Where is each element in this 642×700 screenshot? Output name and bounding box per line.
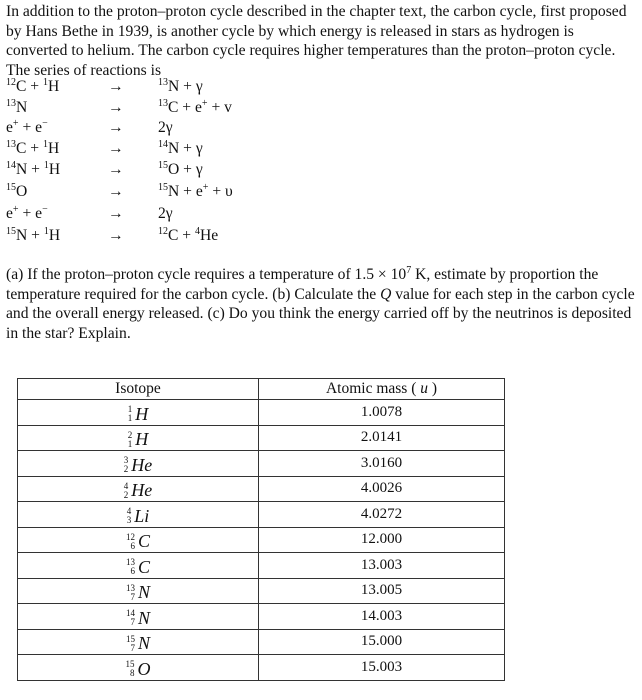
reaction-arrow: → — [108, 99, 124, 116]
reaction-superscript: + — [201, 98, 208, 109]
reaction-text: N + e — [168, 183, 203, 200]
reaction-superscript: 1 — [43, 139, 48, 150]
reaction-superscript: 13 — [158, 77, 168, 88]
reaction-rhs — [158, 139, 203, 159]
reaction-rhs — [158, 204, 173, 224]
nuclide-indices — [126, 609, 135, 627]
nuclide-symbol — [126, 531, 150, 552]
element-symbol: He — [131, 480, 153, 500]
atomic-mass-cell: 13.003 — [259, 553, 505, 579]
reaction-text: N + — [16, 227, 44, 244]
reaction-superscript: + — [202, 182, 209, 193]
nuclide-indices — [128, 431, 133, 449]
reaction-text: C + — [16, 140, 43, 157]
reaction-superscript: − — [42, 204, 48, 215]
reaction-lhs — [6, 204, 48, 224]
reaction-superscript: + — [12, 204, 19, 215]
element-symbol: N — [137, 582, 150, 602]
atomic-number: 2 — [123, 464, 129, 474]
reaction-superscript: 14 — [6, 160, 16, 171]
atomic-mass-cell: 4.0026 — [259, 476, 505, 502]
nuclide-indices — [124, 482, 129, 500]
reaction-superscript: 1 — [43, 77, 48, 88]
reaction-text: e — [6, 119, 13, 136]
table-row — [18, 655, 505, 681]
atomic-mass-cell: 12.000 — [259, 527, 505, 553]
element-symbol: N — [137, 607, 150, 628]
atomic-mass-table — [17, 378, 505, 681]
atomic-mass-cell: 4.0272 — [259, 502, 505, 528]
reaction-text: H — [48, 78, 60, 95]
reaction-text: H — [48, 161, 61, 178]
atomic-mass-cell: 15.000 — [259, 629, 505, 655]
reaction-arrow: → — [108, 205, 124, 222]
reaction-superscript: 15 — [6, 182, 16, 193]
reaction-lhs — [6, 98, 27, 118]
nuclide-indices — [127, 507, 132, 525]
reaction-superscript: 4 — [195, 226, 200, 237]
reaction-superscript: 1 — [43, 226, 49, 237]
atomic-mass-cell: 1.0078 — [259, 400, 505, 426]
nuclide-symbol — [126, 608, 150, 629]
reaction-superscript: 15 — [6, 226, 16, 237]
reaction-text: C + e — [168, 99, 202, 116]
reaction-text: + v — [207, 99, 232, 116]
table-row — [18, 527, 505, 553]
reaction-text: 2γ — [158, 205, 173, 222]
table-row — [18, 578, 505, 604]
mass-number: 14 — [125, 608, 135, 618]
question-part-2: K, estimate by proportion the temperature required for the carbon cycle. (b) Calculate the — [6, 266, 599, 303]
header-atomic-mass — [259, 379, 505, 400]
reaction-arrow: → — [108, 161, 124, 178]
atomic-number: 6 — [130, 540, 135, 551]
reaction-lhs — [6, 182, 27, 202]
atomic-number: 1 — [127, 413, 133, 423]
atomic-mass-cell: 3.0160 — [259, 451, 505, 477]
isotope-cell — [18, 425, 259, 451]
reaction-arrow: → — [108, 227, 124, 244]
atomic-number: 3 — [126, 515, 132, 525]
table-row — [18, 502, 505, 528]
atomic-number: 1 — [127, 438, 133, 449]
reaction-rhs — [158, 98, 232, 118]
reaction-text: N + γ — [168, 140, 203, 157]
reaction-text: N — [16, 99, 28, 116]
mass-number: 2 — [127, 429, 133, 440]
nuclide-symbol — [126, 557, 150, 578]
nuclide-indices — [126, 558, 135, 576]
table-row — [18, 400, 505, 426]
reaction-superscript: 13 — [6, 139, 16, 150]
reaction-text: 2γ — [158, 119, 173, 136]
element-symbol: H — [135, 403, 149, 424]
isotope-cell — [18, 451, 259, 477]
nuclide-symbol — [128, 429, 149, 450]
reaction-text: C + — [168, 227, 195, 244]
isotope-cell — [18, 553, 259, 579]
reaction-text: + e — [18, 205, 43, 222]
reaction-text: O — [16, 183, 28, 200]
reaction-superscript: 13 — [6, 98, 16, 109]
reaction-superscript: 12 — [158, 226, 168, 237]
reaction-superscript: 1 — [43, 160, 49, 171]
element-symbol: O — [137, 658, 151, 679]
reaction-superscript: 14 — [158, 139, 168, 150]
question-part-1: (a) If the proton–proton cycle requires a temperature of 1.5 × 10 — [6, 266, 407, 283]
reaction-superscript: 15 — [158, 182, 168, 193]
reaction-rhs — [158, 77, 203, 97]
nuclide-symbol — [124, 455, 153, 476]
reaction-lhs — [6, 139, 59, 159]
reaction-text: N + γ — [168, 78, 203, 95]
mass-number: 3 — [123, 455, 129, 465]
isotope-cell — [18, 578, 259, 604]
reaction-superscript: 12 — [6, 77, 16, 88]
nuclide-symbol — [126, 659, 151, 680]
reaction-lhs — [6, 118, 48, 138]
reaction-superscript: 15 — [158, 160, 168, 171]
mass-number: 4 — [123, 480, 129, 491]
atomic-number: 6 — [130, 566, 135, 576]
atomic-mass-cell: 13.005 — [259, 578, 505, 604]
atomic-number: 7 — [130, 642, 135, 653]
mass-number: 4 — [126, 506, 132, 516]
element-symbol: Li — [134, 505, 150, 526]
nuclide-indices — [126, 584, 135, 602]
nuclide-indices — [124, 456, 129, 474]
element-symbol: C — [137, 531, 150, 551]
question-exponent: 7 — [406, 265, 412, 276]
mass-number: 1 — [127, 404, 133, 414]
isotope-cell — [18, 527, 259, 553]
reaction-lhs — [6, 226, 60, 246]
nuclide-symbol — [128, 404, 149, 425]
reaction-lhs — [6, 77, 59, 97]
table-row — [18, 553, 505, 579]
reaction-arrow: → — [108, 78, 124, 95]
element-symbol: C — [137, 556, 150, 577]
atomic-number: 8 — [130, 668, 135, 678]
header-mass-label: Atomic mass ( — [325, 380, 417, 397]
reaction-text: + e — [18, 119, 43, 136]
reaction-text: e — [6, 205, 13, 222]
reaction-rhs — [158, 182, 233, 202]
nuclide-indices — [126, 660, 135, 678]
reaction-superscript: + — [12, 118, 19, 129]
mass-number: 13 — [125, 557, 135, 567]
nuclide-symbol — [127, 506, 150, 527]
isotope-cell — [18, 502, 259, 528]
atomic-mass-cell: 14.003 — [259, 604, 505, 630]
atomic-mass-cell: 2.0141 — [259, 425, 505, 451]
table-row — [18, 604, 505, 630]
reaction-text: H — [48, 140, 60, 157]
atomic-number: 2 — [123, 489, 129, 500]
reaction-text: He — [200, 227, 219, 244]
header-unit: u — [420, 380, 428, 397]
intro-paragraph: In addition to the proton–proton cycle described in the chapter text, the carbon cycle, first proposed by Hans Bethe in 1939, is another cycle by which energy is released in stars as hydrogen is converted to helium. The carbon cycle requires higher temperatures than the proton–proton cycle. The series of reactions is — [6, 3, 627, 79]
reaction-rhs — [158, 226, 218, 246]
table-row — [18, 451, 505, 477]
mass-number: 13 — [125, 582, 135, 593]
table-header-row — [18, 379, 505, 400]
reaction-arrow: → — [108, 119, 124, 136]
question-paragraph — [6, 265, 636, 343]
reaction-superscript: − — [42, 118, 48, 129]
isotope-cell — [18, 476, 259, 502]
reaction-superscript: 13 — [158, 98, 168, 109]
reaction-rhs — [158, 160, 203, 180]
mass-number: 12 — [125, 531, 135, 542]
isotope-cell — [18, 655, 259, 681]
reaction-text: H — [48, 227, 61, 244]
table-row — [18, 476, 505, 502]
question-q-symbol: Q — [380, 285, 392, 303]
isotope-cell — [18, 400, 259, 426]
element-symbol: N — [137, 633, 150, 653]
nuclide-symbol — [126, 582, 150, 603]
table-row — [18, 629, 505, 655]
mass-number: 15 — [125, 659, 135, 669]
nuclide-indices — [126, 533, 135, 551]
reaction-text: O + γ — [168, 161, 203, 178]
isotope-cell — [18, 629, 259, 655]
atomic-number: 7 — [130, 591, 135, 602]
isotope-cell — [18, 604, 259, 630]
reaction-arrow: → — [108, 140, 124, 157]
reaction-text: + υ — [208, 183, 233, 200]
mass-number: 15 — [125, 633, 135, 644]
element-symbol: He — [131, 454, 153, 475]
reaction-text: N + — [16, 161, 44, 178]
table-row — [18, 425, 505, 451]
nuclide-symbol — [126, 633, 150, 654]
reaction-rhs — [158, 118, 173, 138]
reaction-arrow: → — [108, 183, 124, 200]
reaction-text: C + — [16, 78, 43, 95]
nuclide-symbol — [124, 480, 153, 501]
nuclide-indices — [128, 405, 133, 423]
element-symbol: H — [135, 429, 149, 449]
atomic-mass-cell: 15.003 — [259, 655, 505, 681]
reaction-lhs — [6, 160, 60, 180]
nuclide-indices — [126, 635, 135, 653]
header-close: ) — [431, 380, 438, 397]
question-part-3: value for each step in the carbon cycle and the overall energy released. (c) Do you think the energy carried off by the neutrinos is deposited in the star? Explain. — [6, 285, 635, 342]
header-isotope: Isotope — [18, 379, 259, 400]
atomic-number: 7 — [130, 617, 135, 627]
